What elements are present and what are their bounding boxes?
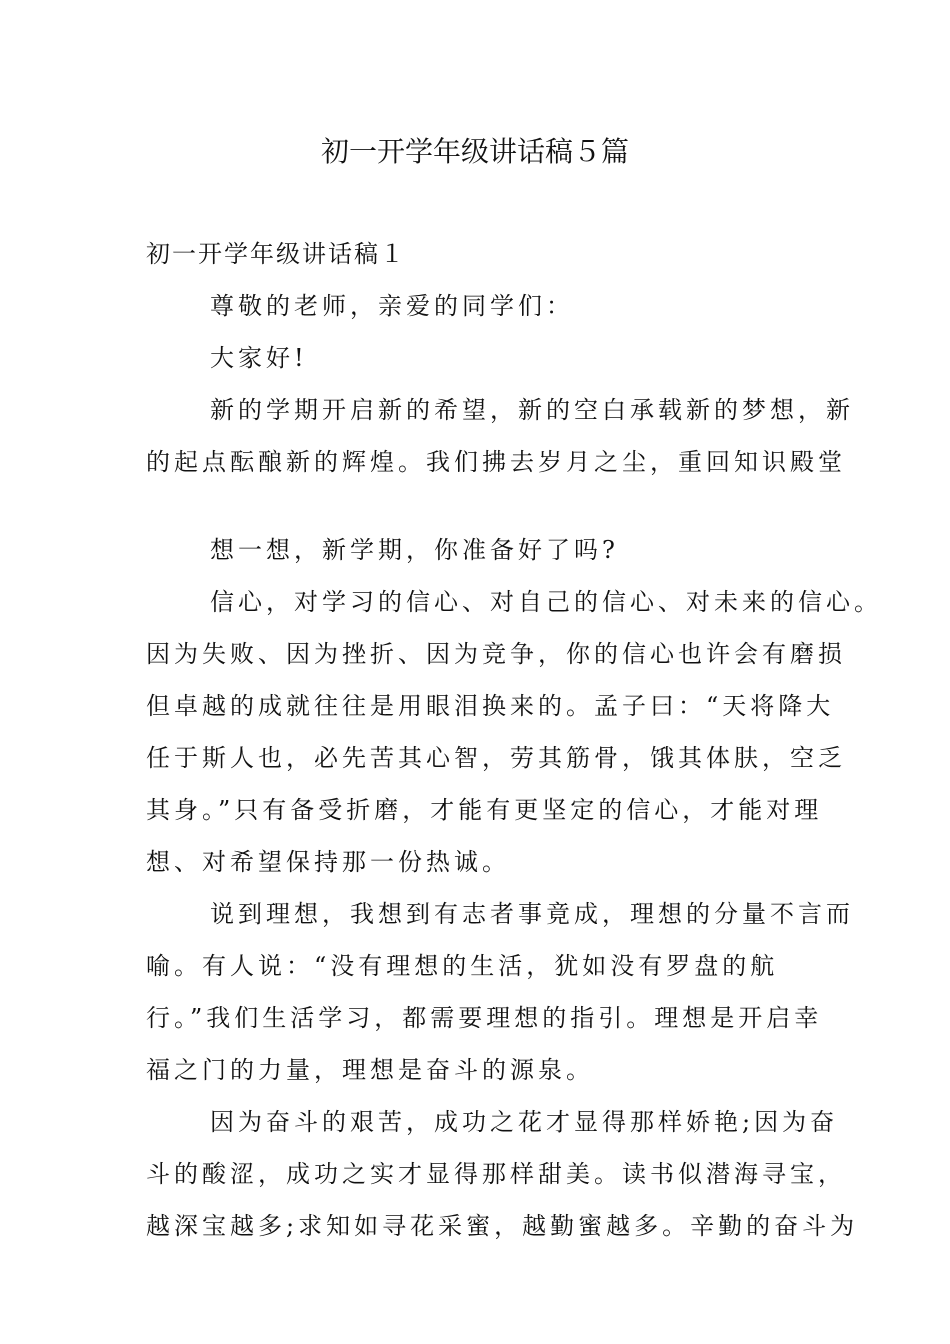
paragraph-line: 的起点酝酿新的辉煌。我们拂去岁月之尘，重回知识殿堂 — [146, 448, 846, 476]
paragraph-line: 任于斯人也，必先苦其心智，劳其筋骨，饿其体肤，空乏 — [146, 744, 846, 772]
paragraph-line: 越深宝越多;求知如寻花采蜜，越勤蜜越多。辛勤的奋斗为 — [146, 1212, 859, 1240]
paragraph-line: 说到理想，我想到有志者事竟成，理想的分量不言而 — [210, 900, 854, 928]
paragraph-line: 福之门的力量，理想是奋斗的源泉。 — [146, 1056, 594, 1084]
paragraph-line: 喻。有人说：“没有理想的生活，犹如没有罗盘的航 — [146, 952, 779, 980]
paragraph-line: 其身。”只有备受折磨，才能有更坚定的信心，才能对理 — [146, 796, 823, 824]
paragraph-line: 斗的酸涩，成功之实才显得那样甜美。读书似潜海寻宝， — [146, 1160, 846, 1188]
greeting-line: 大家好! — [210, 344, 308, 372]
paragraph-line: 想、对希望保持那一份热诚。 — [146, 848, 510, 876]
paragraph-line: 因为奋斗的艰苦，成功之花才显得那样娇艳;因为奋 — [210, 1108, 839, 1136]
paragraph-block-2 — [146, 524, 882, 1252]
paragraph-line: 信心，对学习的信心、对自己的信心、对未来的信心。 — [210, 588, 882, 616]
paragraph-block-1 — [146, 280, 854, 488]
section-heading: 初一开学年级讲话稿１ — [146, 240, 406, 268]
salutation-line: 尊敬的老师，亲爱的同学们： — [210, 292, 574, 320]
paragraph-line: 行。”我们生活学习，都需要理想的指引。理想是开启幸 — [146, 1004, 823, 1032]
document-title: 初一开学年级讲话稿５篇 — [320, 135, 629, 168]
paragraph-line: 但卓越的成就往往是用眼泪换来的。孟子曰：“天将降大 — [146, 692, 835, 720]
paragraph-line: 因为失败、因为挫折、因为竞争，你的信心也许会有磨损 — [146, 640, 846, 668]
paragraph-line: 新的学期开启新的希望，新的空白承载新的梦想，新 — [210, 396, 854, 424]
paragraph-line: 想一想，新学期，你准备好了吗? — [210, 536, 619, 564]
